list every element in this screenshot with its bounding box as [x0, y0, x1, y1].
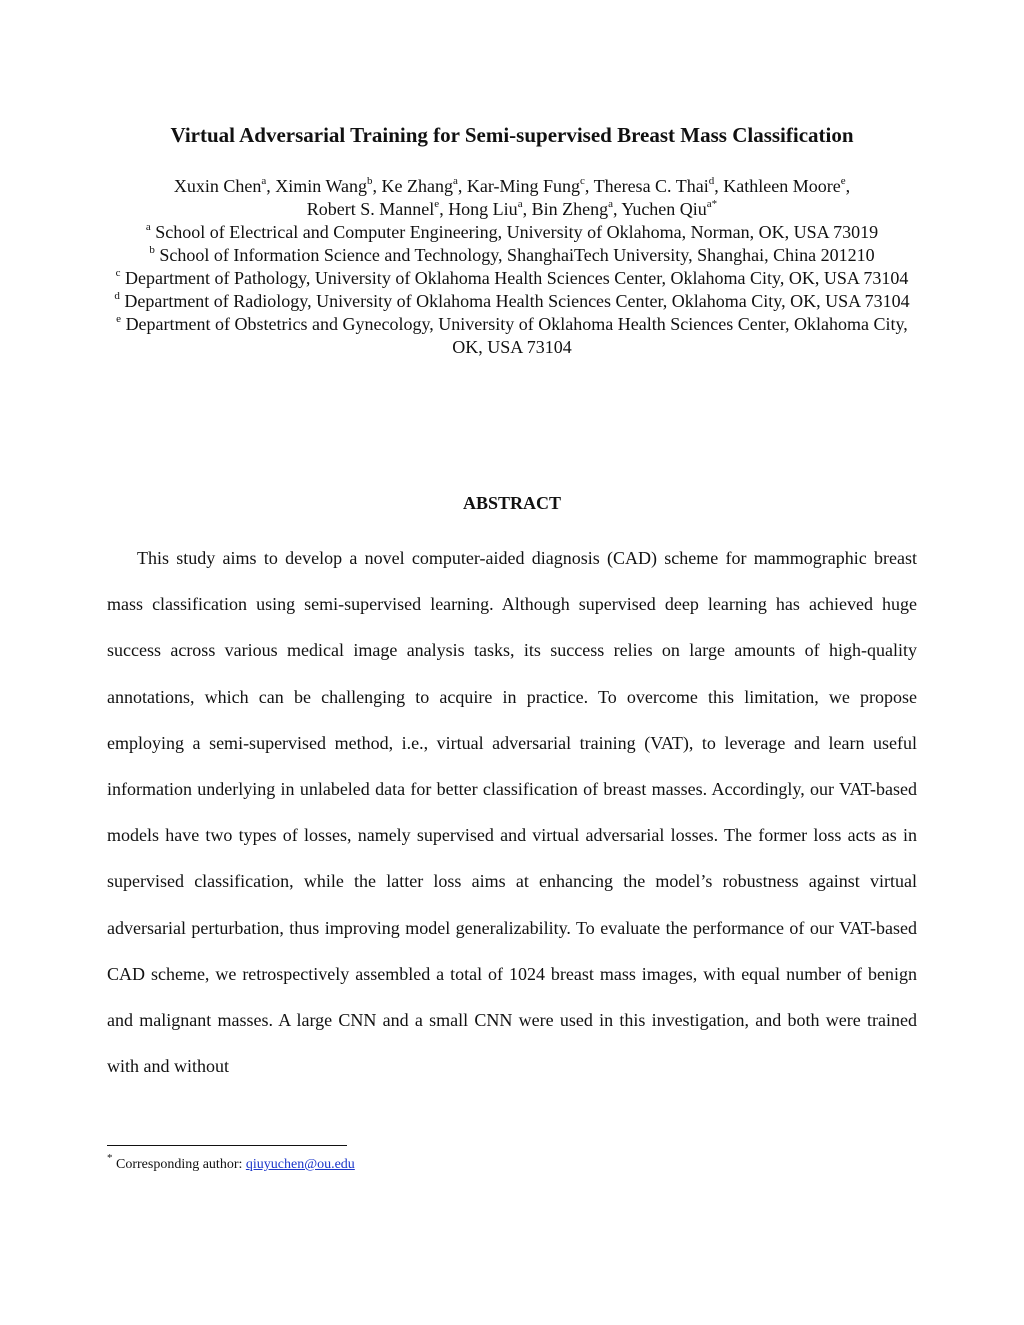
footnote-mark: *: [107, 1152, 113, 1165]
author: Kathleen Moore$^e$,: [723, 175, 851, 196]
abstract-body: This study aims to develop a novel computer-aided diagnosis (CAD) scheme for mammographic breast mass classification using semi-supervised learning. Although supervised deep learning has achieved huge success across various medical image analysis tasks, its success relies on large amounts of high-quality annotations, which can be challenging to acquire in practice. To overcome this limitation, we propose employing a semi-supervised method, i.e., virtual adversarial training (VAT), to leverage and learn useful information underlying in unlabeled data for better classification of breast masses. Accordingly, our VAT-based models have two types of losses, namely supervised and virtual adversarial losses. The former loss acts as in supervised classification, while the latter loss aims at enhancing the model’s robustness against virtual adversarial perturbation, thus improving model generalizability. To evaluate the performance of our VAT-based CAD scheme, we retrospectively assembled a total of 1024 breast mass images, with equal number of benign and malignant masses. A large CNN and a small CNN were used in this investigation, and both were trained with and without: [107, 548, 917, 1077]
affiliation: $^a$ School of Electrical and Computer Engineering, University of Oklahoma, Norman, OK, USA 73019: [145, 221, 879, 242]
abstract-heading: ABSTRACT: [462, 493, 562, 513]
footnote-rule: [107, 1145, 347, 1146]
footnote: [107, 1152, 355, 1175]
front-matter: [110, 175, 914, 359]
affiliation: $^b$ School of Information Science and Technology, ShanghaiTech University, Shanghai, China 201210: [149, 244, 875, 265]
affiliation: $^c$ Department of Pathology, University of Oklahoma Health Sciences Center, Oklahoma City, OK, USA 73104: [115, 267, 909, 288]
author: Kar-Ming Fung$^c$,: [466, 175, 594, 196]
affiliation: $^e$ Department of Obstetrics and Gynecology, University of Oklahoma Health Sciences Center, Oklahoma City, OK, USA 73104: [116, 313, 908, 357]
author: Theresa C. Thai$^d$,: [593, 175, 724, 196]
author: Bin Zheng$^a$,: [531, 198, 622, 219]
paper-title: Virtual Adversarial Training for Semi-supervised Breast Mass Classification: [170, 123, 854, 147]
footnote-label: Corresponding author:: [116, 1157, 246, 1172]
author-list: [110, 175, 914, 221]
corresponding-email-link[interactable]: qiuyuchen@ou.edu: [245, 1157, 355, 1172]
author: Hong Liu$^a$,: [448, 198, 532, 219]
author: Ximin Wang$^b$,: [275, 175, 382, 196]
author: Xuxin Chen$^a$,: [173, 175, 276, 196]
author: Robert S. Mannel$^e$,: [306, 198, 449, 219]
affiliation: $^d$ Department of Radiology, University of Oklahoma Health Sciences Center, Oklahoma City, OK, USA 73104: [114, 290, 910, 311]
author: Yuchen Qiu$^{a*}$: [621, 198, 718, 219]
author: Ke Zhang$^a$,: [381, 175, 467, 196]
